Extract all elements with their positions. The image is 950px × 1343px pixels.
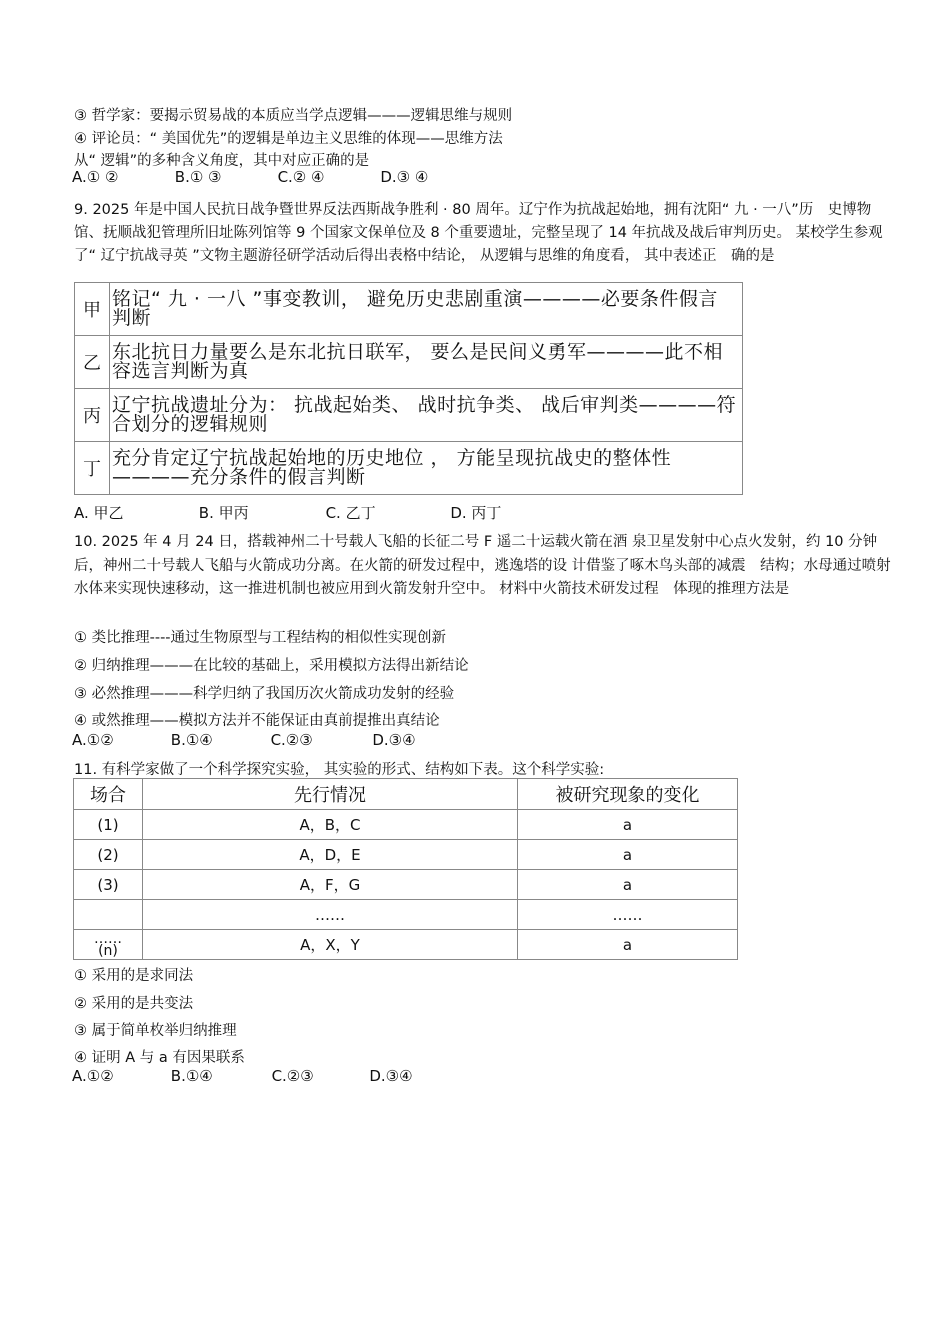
- q11-option-b: B.①④: [170, 1067, 213, 1085]
- q11-cell: ……: [143, 900, 518, 930]
- table-row: [75, 389, 743, 442]
- q10-item-4: ④ 或然推理——模拟方法并不能保证由真前提推出真结论: [74, 713, 440, 729]
- q11-item-2: ② 采用的是共变法: [74, 996, 194, 1012]
- q10-item-2: ② 归纳推理———在比较的基础上，采用模拟方法得出新结论: [74, 658, 469, 674]
- q10-item-1: ① 类比推理----通过生物原型与工程结构的相似性实现创新: [74, 630, 447, 646]
- q11-cell: (1): [74, 810, 143, 840]
- q9-table: [74, 282, 743, 495]
- q9-option-d: D. 丙丁: [450, 504, 502, 522]
- q11-item-3: ③ 属于简单枚举归纳推理: [74, 1023, 237, 1039]
- q10-stem: 10. 2025 年 4 月 24 日，搭载神州二十号载人飞船的长征二号 F 遥二十运载火箭在酒 泉卫星发射中心点火发射，约 10 分钟后，神州二十号载人飞船与火箭成功分离。在火箭的研发过程中，逃逸塔的设 计借鉴了啄木鸟头部的减震 结构；水母通过喷射水体来实现快速移动，这一推进机制也被应用到火箭发射升空中。 材料中火箭技术研发过程 体现的推理方法是: [74, 534, 891, 597]
- table-row: [74, 900, 738, 930]
- q9-option-c: C. 乙丁: [325, 504, 376, 522]
- q11-cell: (2): [74, 840, 143, 870]
- q10-option-d: D.③④: [372, 731, 416, 749]
- q11-item-1: ① 采用的是求同法: [74, 968, 194, 984]
- q10-item-3: ③ 必然推理———科学归纳了我国历次火箭成功发射的经验: [74, 686, 455, 702]
- q8-prompt: 从“ 逻辑”的多种含义角度，其中对应正确的是: [74, 153, 370, 169]
- q8-option-c: C.② ④: [277, 168, 325, 186]
- q11-cell: a: [518, 840, 738, 870]
- q8-item-4: ④ 评论员：“ 美国优先”的逻辑是单边主义思维的体现——思维方法: [74, 131, 503, 147]
- table-row: [74, 930, 738, 960]
- q10-options: [72, 731, 416, 749]
- q11-option-c: C.②③: [271, 1067, 314, 1085]
- q11-header-occasion: 场合: [74, 779, 143, 810]
- q9-row-label: 乙: [75, 336, 110, 389]
- table-header-row: [74, 779, 738, 810]
- q9-option-b: B. 甲丙: [198, 504, 249, 522]
- table-row: [74, 870, 738, 900]
- q11-cell: …… (n): [74, 930, 143, 960]
- table-row: [75, 336, 743, 389]
- q11-cell: A，B，C: [143, 810, 518, 840]
- q8-option-b: B.① ③: [174, 168, 222, 186]
- q8-item-3: ③ 哲学家：要揭示贸易战的本质应当学点逻辑———逻辑思维与规则: [74, 108, 513, 124]
- q9-row-label: 丁: [75, 442, 110, 495]
- q11-option-d: D.③④: [369, 1067, 413, 1085]
- q11-cell: [74, 900, 143, 930]
- q9-row-text: 辽宁抗战遗址分为： 抗战起始类、 战时抗争类、 战后审判类————符 合划分的逻辑规则: [110, 389, 743, 442]
- q11-cell: (3): [74, 870, 143, 900]
- table-row: [74, 810, 738, 840]
- q10-option-b: B.①④: [170, 731, 213, 749]
- q11-stem: 11. 有科学家做了一个科学探究实验， 其实验的形式、结构如下表。这个科学实验:: [74, 762, 605, 778]
- q9-row-label: 丙: [75, 389, 110, 442]
- q9-row-text: 东北抗日力量要么是东北抗日联军， 要么是民间义勇军————此不相 容选言判断为真: [110, 336, 743, 389]
- q11-cell: ……: [518, 900, 738, 930]
- q10-option-a: A.①②: [72, 731, 114, 749]
- q11-cell: A，X，Y: [143, 930, 518, 960]
- table-row: [75, 442, 743, 495]
- q11-cell: a: [518, 870, 738, 900]
- q11-options: [72, 1067, 413, 1085]
- table-row: [74, 840, 738, 870]
- q9-options: [74, 502, 501, 523]
- q9-stem: 9. 2025 年是中国人民抗日战争暨世界反法西斯战争胜利 · 80 周年。辽宁作为抗战起始地，拥有沈阳“ 九 · 一八”历 史博物馆、抚顺战犯管理所旧址陈列馆等 9 个国家文保单位及 8 个重要遗址，完整呈现了 14 年抗战及战后审判历史。 某校学生参观了“ 辽宁抗战寻英 ”文物主题游径研学活动后得出表格中结论， 从逻辑与思维的角度看， 其中表述正 确的是: [74, 202, 883, 264]
- table-row: [75, 283, 743, 336]
- q11-header-phenomenon: 被研究现象的变化: [518, 779, 738, 810]
- q10-option-c: C.②③: [270, 731, 313, 749]
- q8-option-a: A.① ②: [72, 168, 119, 186]
- q11-header-antecedent: 先行情况: [143, 779, 518, 810]
- q11-table: [73, 778, 738, 960]
- q9-row-text: 充分肯定辽宁抗战起始地的历史地位 ， 方能呈现抗战史的整体性————充分条件的假言判断: [110, 442, 743, 495]
- q8-options: [72, 168, 428, 186]
- q11-item-4: ④ 证明 A 与 a 有因果联系: [74, 1050, 245, 1066]
- q11-cell: A，D，E: [143, 840, 518, 870]
- q11-cell: a: [518, 930, 738, 960]
- q8-option-d: D.③ ④: [380, 168, 429, 186]
- q9-row-label: 甲: [75, 283, 110, 336]
- q9-option-a: A. 甲乙: [74, 504, 124, 522]
- q11-cell: A，F，G: [143, 870, 518, 900]
- q11-cell: a: [518, 810, 738, 840]
- q11-option-a: A.①②: [72, 1067, 114, 1085]
- q9-row-text: 铭记“ 九 · 一八 ”事变教训， 避免历史悲剧重演————必要条件假言 判断: [110, 283, 743, 336]
